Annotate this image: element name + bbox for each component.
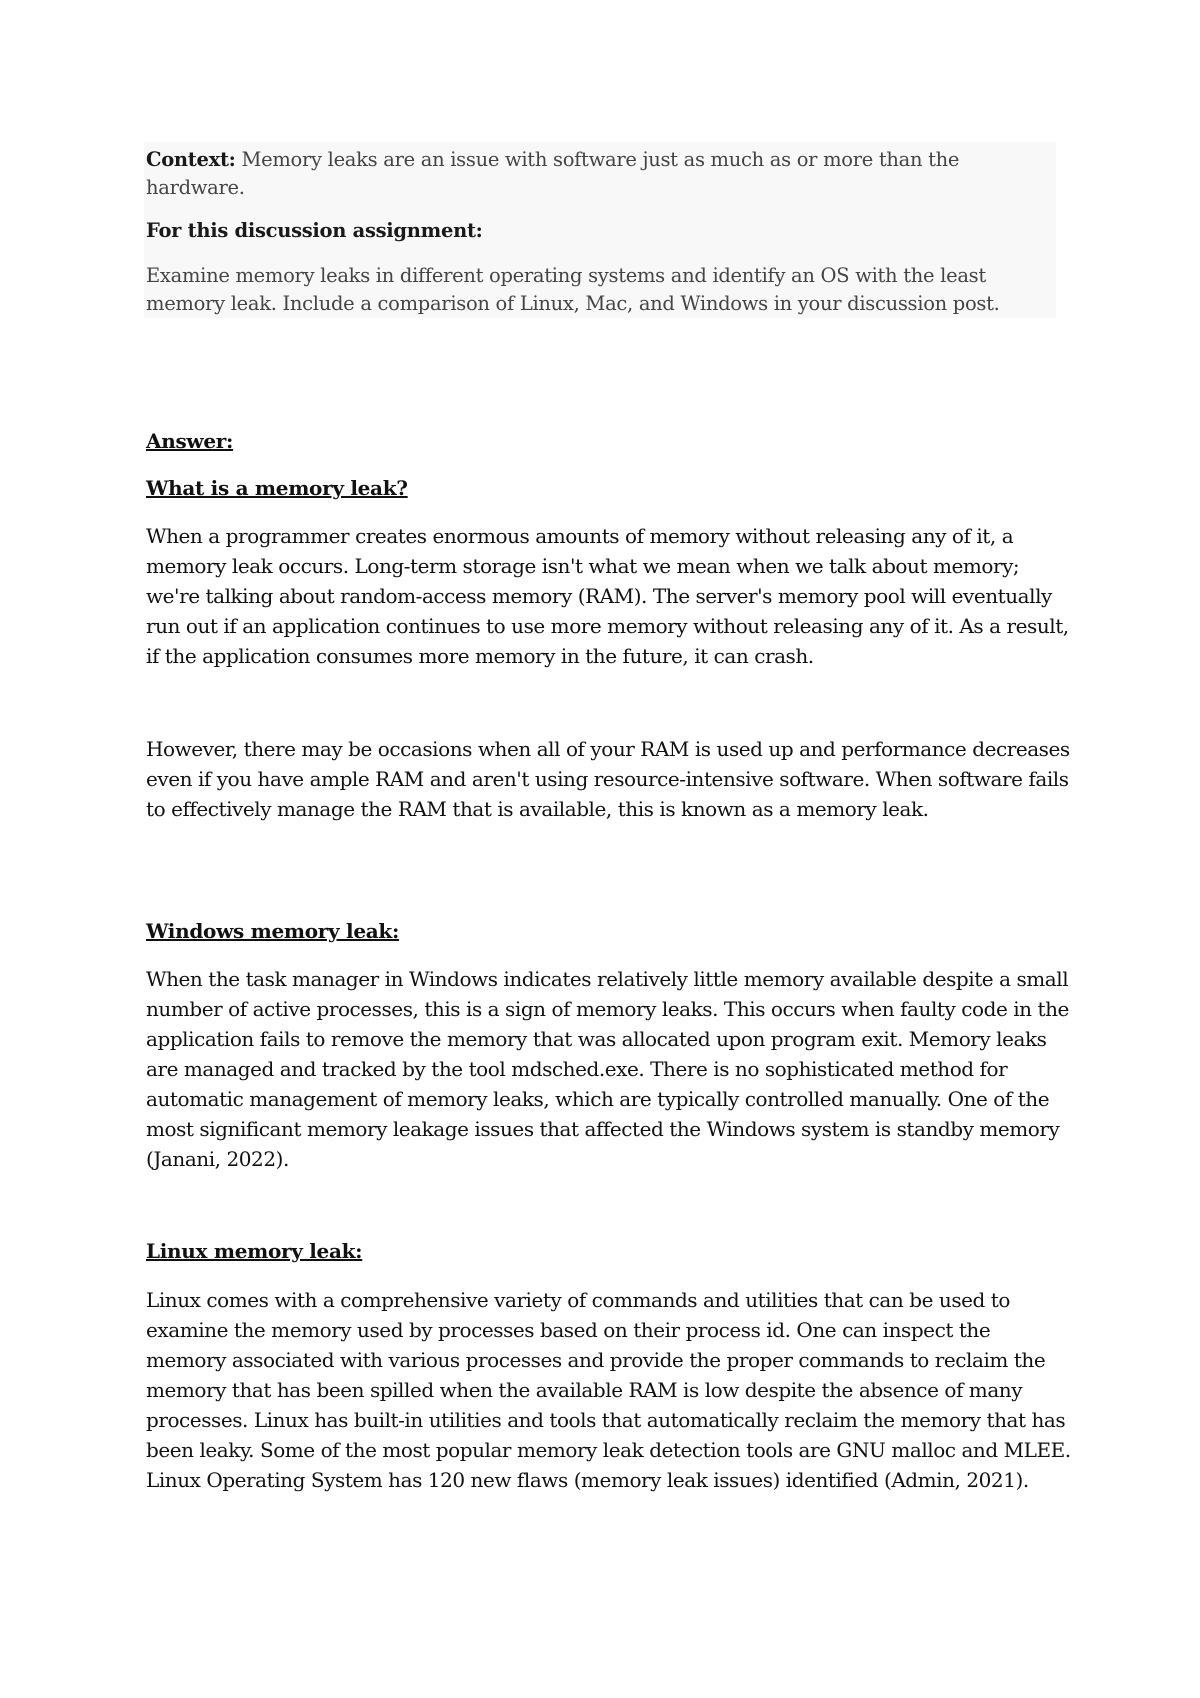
what-paragraph-2: However, there may be occasions when all of your RAM is used up and performance decreases even if you have ample RAM and aren't using resource-intensive software. When software fails to effectively manage the RAM that is available, this is known as a memory leak. bbox=[146, 737, 1070, 821]
windows-paragraph: When the task manager in Windows indicates relatively little memory available despite a small number of active processes, this is a sign of memory leaks. This occurs when faulty code in the application fails to remove the memory that was allocated upon program exit. Memory leaks are managed and tracked by the tool mdsched.exe. There is no sophisticated method for automatic management of memory leaks, which are typically controlled manually. One of the most significant memory leakage issues that affected the Windows system is standby memory (Janani, 2022). bbox=[146, 967, 1069, 1171]
context-paragraph bbox=[146, 146, 1056, 202]
linux-heading: Linux memory leak: bbox=[146, 1239, 363, 1263]
assignment-text: Examine memory leaks in different operating systems and identify an OS with the least memory leak. Include a comparison of Linux, Mac, and Windows in your discussion post. bbox=[146, 264, 1000, 315]
context-label: Context: bbox=[146, 148, 236, 171]
assignment-heading: For this discussion assignment: bbox=[146, 219, 483, 242]
what-paragraph-1: When a programmer creates enormous amounts of memory without releasing any of it, a memory leak occurs. Long-term storage isn't what we mean when we talk about memory; we're talking about random-access memory (RAM). The server's memory pool will eventually run out if an application continues to use more memory without releasing any of it. As a result, if the application consumes more memory in the future, it can crash. bbox=[146, 524, 1069, 668]
linux-paragraph: Linux comes with a comprehensive variety of commands and utilities that can be used to examine the memory used by processes based on their process id. One can inspect the memory associated with various processes and provide the proper commands to reclaim the memory that has been spilled when the available RAM is low despite the absence of many processes. Linux has built-in utilities and tools that automatically reclaim the memory that has been leaky. Some of the most popular memory leak detection tools are GNU malloc and MLEE. Linux Operating System has 120 new flaws (memory leak issues) identified (Admin, 2021). bbox=[146, 1288, 1071, 1492]
answer-heading: Answer: bbox=[146, 429, 234, 453]
windows-heading: Windows memory leak: bbox=[146, 919, 400, 943]
what-is-memory-leak-heading: What is a memory leak? bbox=[146, 476, 408, 500]
context-text: Memory leaks are an issue with software just as much as or more than the hardware. bbox=[146, 148, 960, 199]
